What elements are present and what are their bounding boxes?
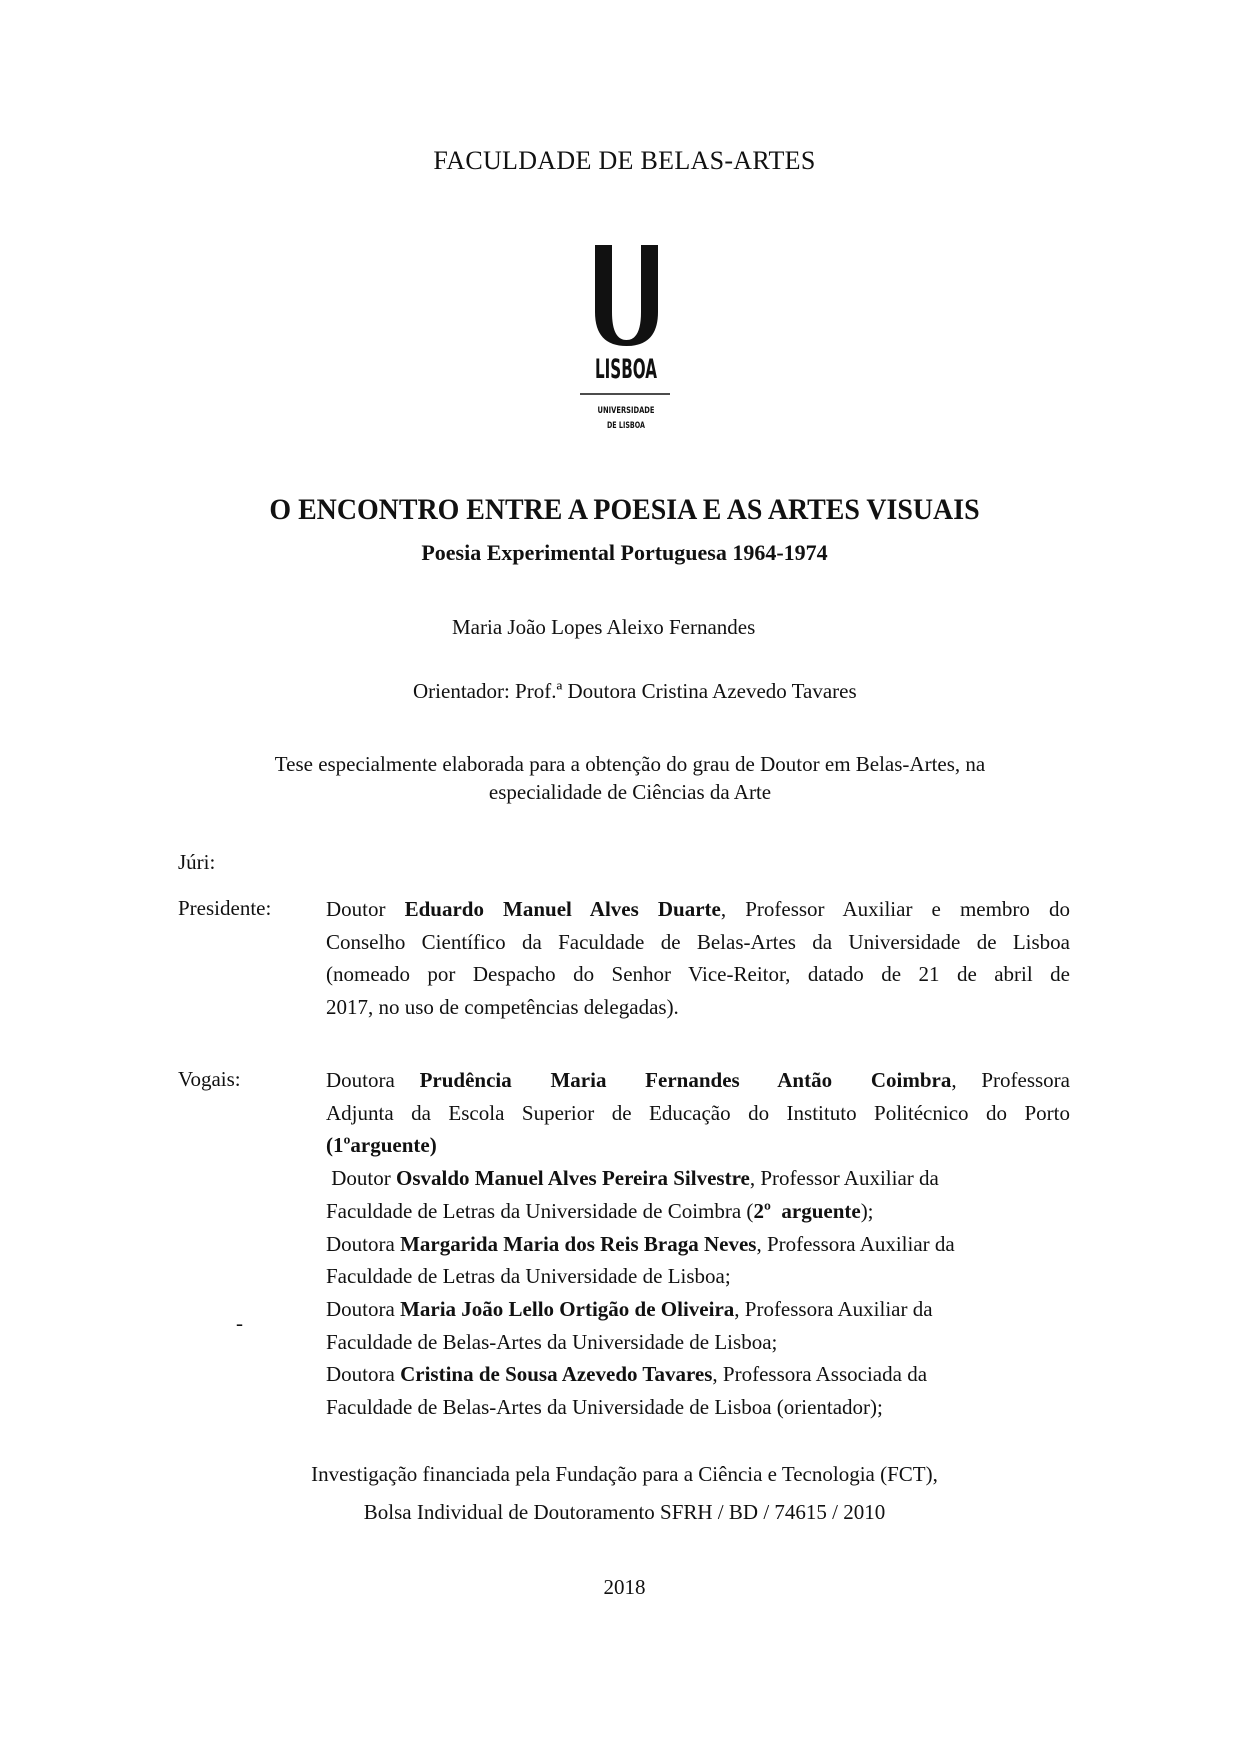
logo-de-lisboa-text: DE LISBOA <box>607 421 646 431</box>
member-role: , Professora Auxiliar da <box>756 1231 955 1256</box>
thesis-year: 2018 <box>603 1575 646 1599</box>
member-2-line-1 <box>326 1162 1070 1195</box>
president-role: , Professor Auxiliar e membro do <box>720 897 1071 921</box>
president-line-3: (nomeado por Despacho do Senhor Vice-Reitor, datado de 21 de abril de <box>326 962 1070 987</box>
logo-universidade-text: UNIVERSIDADE <box>597 406 655 416</box>
member-name: Osvaldo Manuel Alves Pereira Silvestre <box>396 1166 750 1191</box>
member-role: , Professora Auxiliar da <box>734 1296 933 1321</box>
member-1-line-2: Adjunta da Escola Superior de Educação do Instituto Politécnico do Porto <box>326 1100 1070 1125</box>
faculty-name: FACULDADE DE BELAS-ARTES <box>433 146 816 175</box>
member-name: Maria João Lello Ortigão de Oliveira <box>400 1296 735 1321</box>
member-role: , Professora <box>951 1068 1070 1092</box>
member-affiliation: Faculdade de Letras da Universidade de Coimbra ( <box>326 1198 754 1223</box>
thesis-subtitle: Poesia Experimental Portuguesa 1964-1974 <box>421 540 828 565</box>
member-title: Doutora <box>326 1068 420 1092</box>
degree-statement <box>200 750 1060 806</box>
president-line-4: 2017, no uso de competências delegadas). <box>326 995 679 1020</box>
author-name: Maria João Lopes Aleixo Fernandes <box>452 615 756 639</box>
member-title: Doutora <box>326 1296 401 1321</box>
member-role: , Professora Associada da <box>712 1362 928 1387</box>
member-title: Doutora <box>326 1231 401 1256</box>
member-1-line-1 <box>326 1064 1070 1097</box>
funding-statement <box>0 1455 1249 1531</box>
member-title: Doutora <box>326 1362 401 1387</box>
university-logo <box>570 240 680 435</box>
president-name: Eduardo Manuel Alves Duarte <box>404 897 721 921</box>
member-role: , Professor Auxiliar da <box>749 1166 939 1191</box>
member-name: Margarida Maria dos Reis Braga Neves <box>400 1231 757 1256</box>
degree-line-2: especialidade de Ciências da Arte <box>488 780 772 804</box>
logo-lisboa-text: LISBOA <box>595 354 658 385</box>
member-3-line-1 <box>326 1228 1070 1261</box>
members-label: Vogais: <box>178 1067 241 1091</box>
member-arguente: 2º arguente <box>753 1198 861 1223</box>
jury-heading: Júri: <box>178 850 216 874</box>
jury-president <box>326 893 1070 1024</box>
funding-line-2: Bolsa Individual de Doutoramento SFRH / BD / 74615 / 2010 <box>363 1500 886 1524</box>
member-5-line-1 <box>326 1358 1070 1391</box>
member-2-line-2 <box>326 1195 1070 1228</box>
member-4-line-2: Faculdade de Belas-Artes da Universidade de Lisboa; <box>326 1329 778 1354</box>
logo-u-letter <box>595 245 658 346</box>
member-punctuation: ); <box>860 1198 874 1223</box>
member-arguente: (1ºarguente) <box>326 1133 437 1158</box>
funding-line-1: Investigação financiada pela Fundação para a Ciência e Tecnologia (FCT), <box>311 1462 938 1486</box>
degree-line-1: Tese especialmente elaborada para a obtenção do grau de Doutor em Belas-Artes, na <box>274 752 986 776</box>
member-1-role <box>326 1129 1070 1162</box>
member-name: Cristina de Sousa Azevedo Tavares <box>400 1362 713 1387</box>
member-3-line-2: Faculdade de Letras da Universidade de Lisboa; <box>326 1264 731 1289</box>
member-name: Prudência Maria Fernandes Antão Coimbra <box>419 1068 952 1092</box>
thesis-title: O ENCONTRO ENTRE A POESIA E AS ARTES VISUAIS <box>269 493 980 526</box>
member-title: Doutor <box>326 1166 396 1191</box>
jury-members <box>326 1064 1070 1424</box>
president-line-1 <box>326 893 1070 926</box>
president-label: Presidente: <box>178 896 272 920</box>
president-title: Doutor <box>326 897 405 921</box>
advisor-line: Orientador: Prof.ª Doutora Cristina Azevedo Tavares <box>413 679 857 703</box>
member-4-line-1 <box>326 1293 1070 1326</box>
member-5-line-2: Faculdade de Belas-Artes da Universidade de Lisboa (orientador); <box>326 1395 883 1420</box>
stray-dash: - <box>236 1311 243 1335</box>
president-line-2: Conselho Científico da Faculdade de Belas-Artes da Universidade de Lisboa <box>326 929 1070 954</box>
